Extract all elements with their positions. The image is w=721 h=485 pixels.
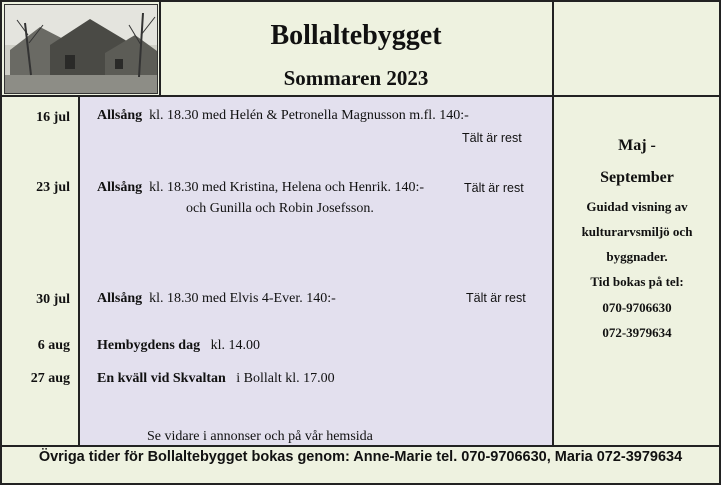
event-title: Allsång	[97, 108, 143, 123]
event-title: Allsång	[97, 291, 143, 306]
event-note: Tält är rest	[462, 131, 522, 145]
border-top	[0, 0, 721, 2]
farmstead-illustration	[5, 5, 158, 94]
event-date: 23 jul	[36, 180, 70, 195]
season-line2: September	[600, 169, 674, 186]
event-details: kl. 18.30 med Elvis 4-Ever. 140:-	[149, 291, 336, 306]
phone-number[interactable]: 070-9706630	[602, 300, 672, 315]
event-date: 6 aug	[37, 338, 70, 353]
page-subtitle: Sommaren 2023	[283, 66, 429, 90]
event-title: En kväll vid Skvaltan	[97, 371, 226, 386]
sidebar-divider	[552, 0, 554, 446]
season-line1: Maj -	[618, 137, 656, 154]
see-more-note: Se vidare i annonser och på vår hemsida	[147, 429, 373, 444]
event-line	[97, 338, 260, 354]
event-details: kl. 18.30 med Helén & Petronella Magnusson m.fl. 140:-	[149, 108, 469, 123]
header-divider	[0, 95, 721, 97]
event-note: Tält är rest	[464, 181, 524, 195]
event-line	[97, 371, 335, 387]
footer-divider	[0, 445, 721, 447]
event-date: 27 aug	[30, 371, 70, 386]
event-details: i Bollalt kl. 17.00	[236, 371, 335, 386]
guided-line3: byggnader.	[606, 249, 668, 264]
events-panel	[80, 97, 552, 445]
event-title: Hembygdens dag	[97, 338, 201, 353]
footer-booking-info: Övriga tider för Bollaltebygget bokas genom: Anne-Marie tel. 070-9706630, Maria 072-3979634	[38, 449, 683, 465]
guided-line1: Guidad visning av	[586, 199, 688, 214]
border-left	[0, 0, 2, 485]
event-date: 16 jul	[36, 110, 70, 125]
event-details: kl. 18.30 med Kristina, Helena och Henrik. 140:-	[149, 180, 425, 195]
event-note: Tält är rest	[466, 291, 526, 305]
page-title: Bollaltebygget	[270, 20, 442, 51]
booking-label: Tid bokas på tel:	[590, 274, 684, 289]
event-line	[97, 180, 424, 196]
date-column-divider	[78, 96, 80, 446]
event-details: kl. 14.00	[210, 338, 260, 353]
event-details-cont: och Gunilla och Robin Josefsson.	[186, 201, 374, 216]
event-title: Allsång	[97, 180, 143, 195]
phone-number[interactable]: 072-3979634	[602, 325, 672, 340]
event-line	[97, 291, 336, 307]
event-line	[97, 108, 469, 124]
farmstead-photo	[4, 4, 158, 94]
event-date: 30 jul	[36, 292, 70, 307]
guided-line2: kulturarvsmiljö och	[581, 224, 693, 239]
